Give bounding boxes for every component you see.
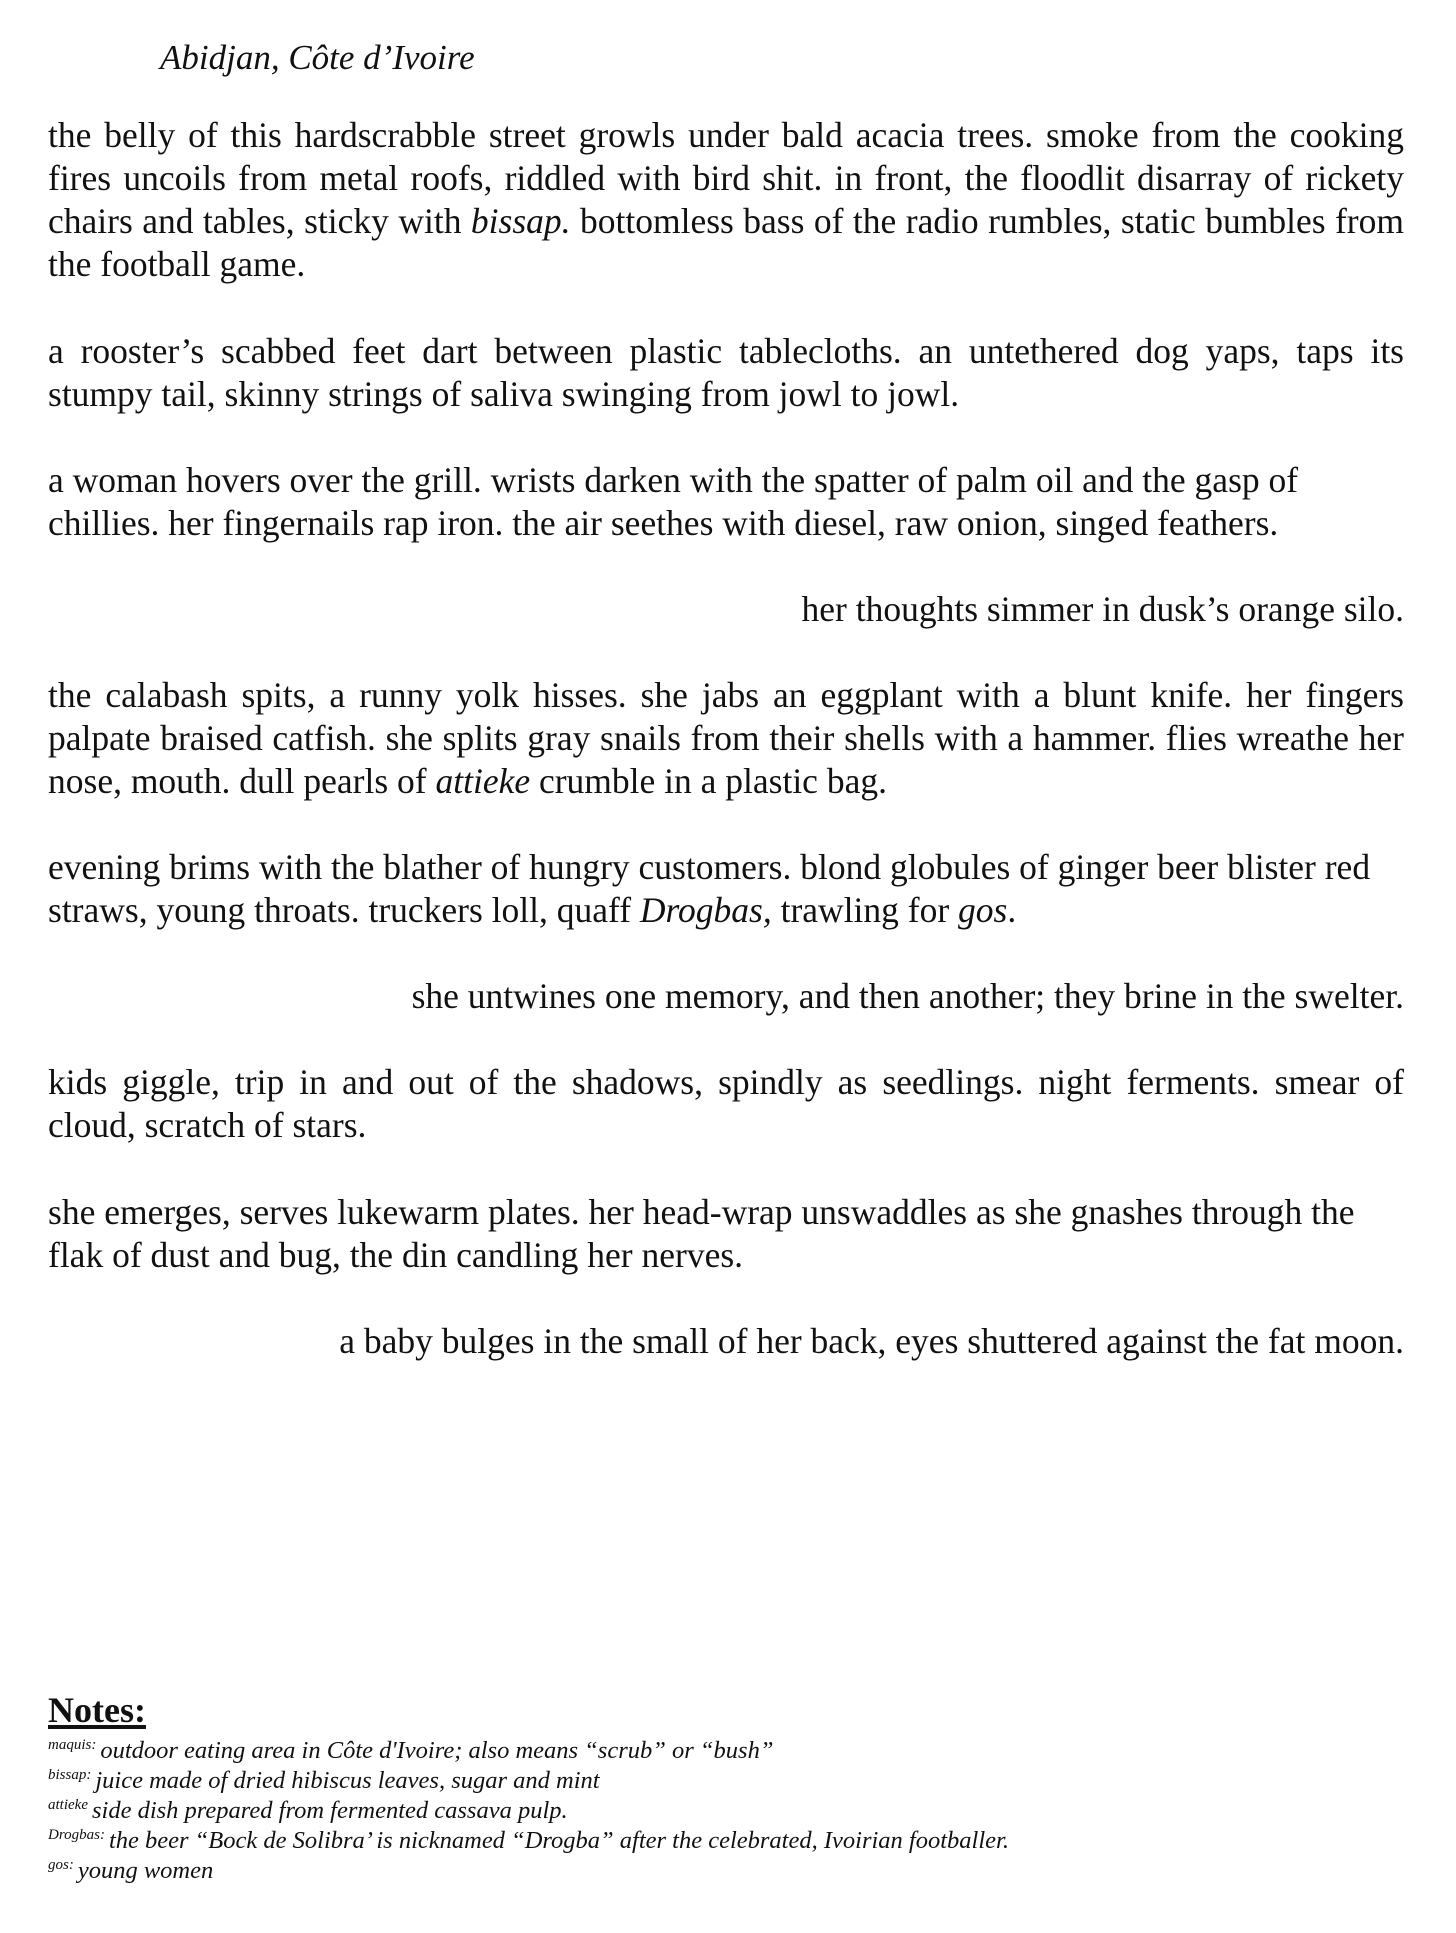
paragraph-text: . (1007, 890, 1017, 930)
note-label: attieke (48, 1797, 88, 1813)
italic-term-attieke: attieke (435, 761, 531, 801)
note-definition: young women (77, 1857, 214, 1884)
italic-term-gos: gos (958, 890, 1008, 930)
paragraph-text: the belly of this hardscrabble street growls under bald acacia trees. smoke from the cooking fires uncoils from metal roofs, riddled with bird shit. in front, the floodlit disarray of rickety chairs and tables, sticky with (48, 115, 1404, 241)
indented-line-memory (412, 975, 1404, 1018)
note-label: gos: (48, 1857, 74, 1873)
indented-text: a baby bulges in the small of her back, eyes shuttered against the fat moon. (339, 1321, 1404, 1361)
italic-term-bissap: bissap. (470, 201, 571, 241)
note-definition: side dish prepared from fermented cassava pulp. (91, 1797, 568, 1824)
paragraph-text: a woman hovers over the grill. wrists darken with the spatter of palm oil and the gasp of chillies. her fingernails rap iron. the air seethes with diesel, raw onion, singed feathers. (48, 460, 1299, 543)
indented-text: her thoughts simmer in dusk’s orange silo. (801, 589, 1404, 629)
notes-heading: Notes: (48, 1690, 146, 1730)
paragraph-text: she emerges, serves lukewarm plates. her head-wrap unswaddles as she gnashes through the flak of dust and bug, the din candling her nerves. (48, 1192, 1355, 1275)
italic-term-drogbas: Drogbas, (639, 890, 772, 930)
paragraph-text: trawling for (771, 890, 959, 930)
note-label: bissap: (48, 1767, 92, 1783)
note-item-gos (48, 1850, 213, 1889)
indented-text: she untwines one memory, and then another; they brine in the swelter. (411, 976, 1404, 1016)
note-label: maquis: (48, 1737, 97, 1753)
paragraph-text: the calabash spits, a runny yolk hisses. she jabs an eggplant with a blunt knife. her fingers palpate braised catfish. she splits gray snails from their shells with a hammer. flies wreathe her nose, mouth. dull pearls of (48, 675, 1404, 801)
paragraph-street (48, 114, 1404, 286)
paragraph-kids (48, 1061, 1404, 1147)
note-label: Drogbas: (48, 1827, 105, 1843)
note-definition: juice made of dried hibiscus leaves, sugar and mint (95, 1767, 600, 1794)
indented-line-baby (339, 1320, 1404, 1363)
paragraph-calabash (48, 674, 1404, 803)
paragraph-text: a rooster’s scabbed feet dart between plastic tablecloths. an untethered dog yaps, taps its stumpy tail, skinny strings of saliva swinging from jowl to jowl. (48, 331, 1404, 414)
paragraph-text: evening brims with the blather of hungry customers. blond globules of ginger beer blister red straws, young throats. truckers loll, quaff (48, 847, 1371, 930)
note-definition: the beer “Bock de Solibra’ is nicknamed “Drogba” after the celebrated, Ivoirian footballer. (108, 1827, 1009, 1854)
paragraph-evening (48, 846, 1404, 932)
note-definition: outdoor eating area in Côte d'Ivoire; also means “scrub” or “bush” (100, 1737, 774, 1764)
paragraph-text: bottomless bass of the radio rumbles, static bumbles from the football game. (48, 201, 1404, 284)
paragraph-text: kids giggle, trip in and out of the shadows, spindly as seedlings. night ferments. smear of cloud, scratch of stars. (48, 1062, 1404, 1145)
paragraph-text: crumble in a plastic bag. (530, 761, 887, 801)
paragraph-woman-grill (48, 459, 1404, 545)
indented-line-thoughts (802, 588, 1404, 631)
paragraph-rooster (48, 330, 1404, 416)
poem-title: Abidjan, Côte d’Ivoire (160, 38, 475, 77)
paragraph-she-emerges (48, 1191, 1404, 1277)
